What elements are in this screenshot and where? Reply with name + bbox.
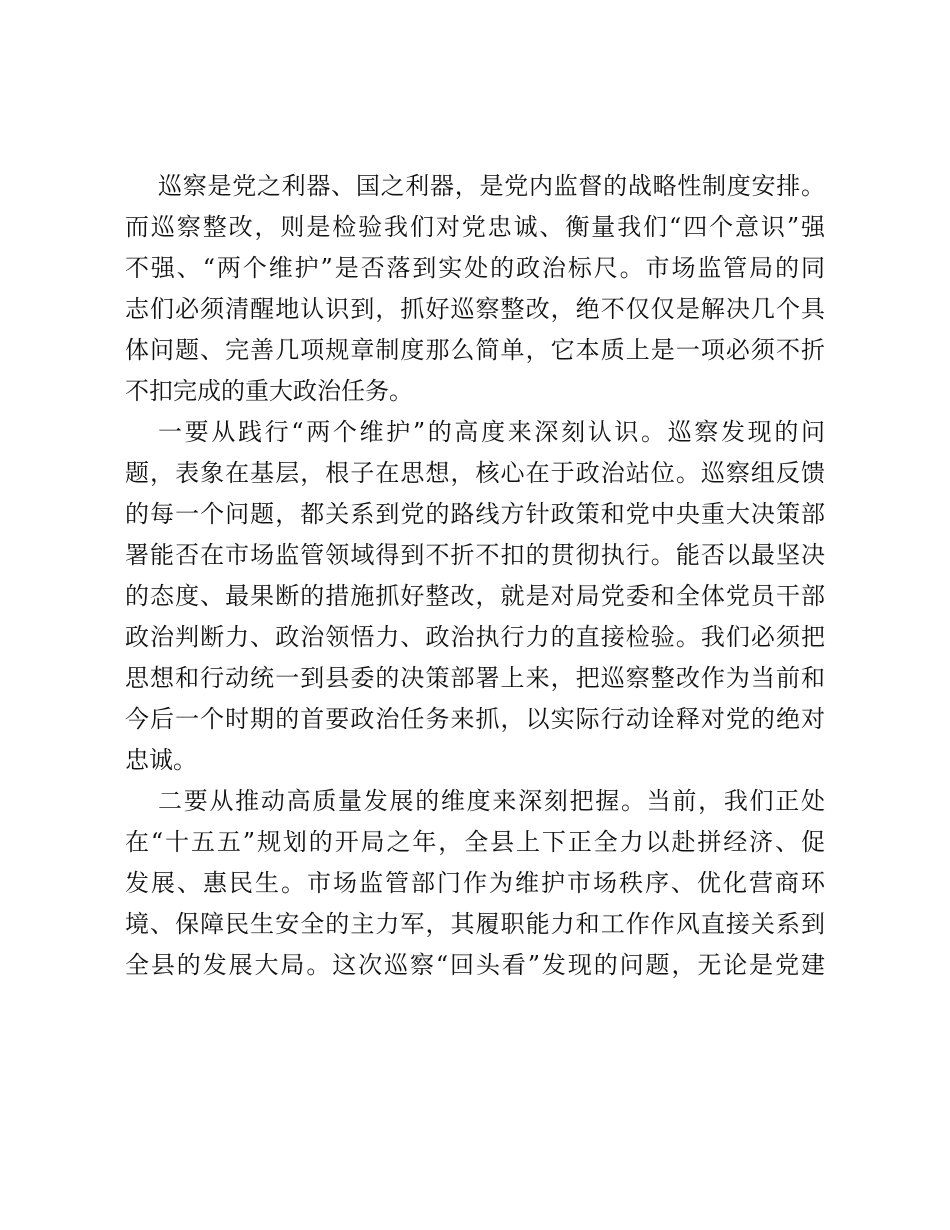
paragraph-3-line-2: 在“十五五”规划的开局之年，全县上下正全力以赴拼经济、促	[125, 828, 825, 856]
paragraph-1-line-5: 体问题、完善几项规章制度那么简单，它本质上是一项必须不折	[125, 336, 825, 364]
paragraph-1-line-6: 不扣完成的重大政治任务。	[125, 377, 413, 405]
paragraph-2-line-9: 忠诚。	[125, 746, 197, 774]
paragraph-2-line-8: 今后一个时期的首要政治任务来抓，以实际行动诠释对党的绝对	[125, 705, 825, 733]
paragraph-1-line-4: 志们必须清醒地认识到，抓好巡察整改，绝不仅仅是解决几个具	[125, 295, 825, 323]
paragraph-3-line-1: 二要从推动高质量发展的维度来深刻把握。当前，我们正处	[158, 787, 825, 815]
paragraph-2-line-4: 署能否在市场监管领域得到不折不扣的贯彻执行。能否以最坚决	[125, 541, 825, 569]
paragraph-3-line-4: 境、保障民生安全的主力军，其履职能力和工作作风直接关系到	[125, 910, 825, 938]
paragraph-3-line-5: 全县的发展大局。这次巡察“回头看”发现的问题，无论是党建	[125, 951, 825, 979]
paragraph-2-line-6: 政治判断力、政治领悟力、政治执行力的直接检验。我们必须把	[125, 623, 825, 651]
paragraph-1-line-3: 不强、“两个维护”是否落到实处的政治标尺。市场监管局的同	[125, 254, 825, 282]
paragraph-2-line-2: 题，表象在基层，根子在思想，核心在于政治站位。巡察组反馈	[125, 459, 825, 487]
paragraph-2-line-1: 一要从践行“两个维护”的高度来深刻认识。巡察发现的问	[158, 418, 825, 446]
paragraph-1-line-2: 而巡察整改，则是检验我们对党忠诚、衡量我们“四个意识”强	[125, 213, 825, 241]
paragraph-2-line-7: 思想和行动统一到县委的决策部署上来，把巡察整改作为当前和	[125, 664, 825, 692]
paragraph-2-line-5: 的态度、最果断的措施抓好整改，就是对局党委和全体党员干部	[125, 582, 825, 610]
paragraph-3-line-3: 发展、惠民生。市场监管部门作为维护市场秩序、优化营商环	[125, 869, 825, 897]
paragraph-2-line-3: 的每一个问题，都关系到党的路线方针政策和党中央重大决策部	[125, 500, 825, 528]
paragraph-1-line-1: 巡察是党之利器、国之利器，是党内监督的战略性制度安排。	[158, 172, 825, 200]
